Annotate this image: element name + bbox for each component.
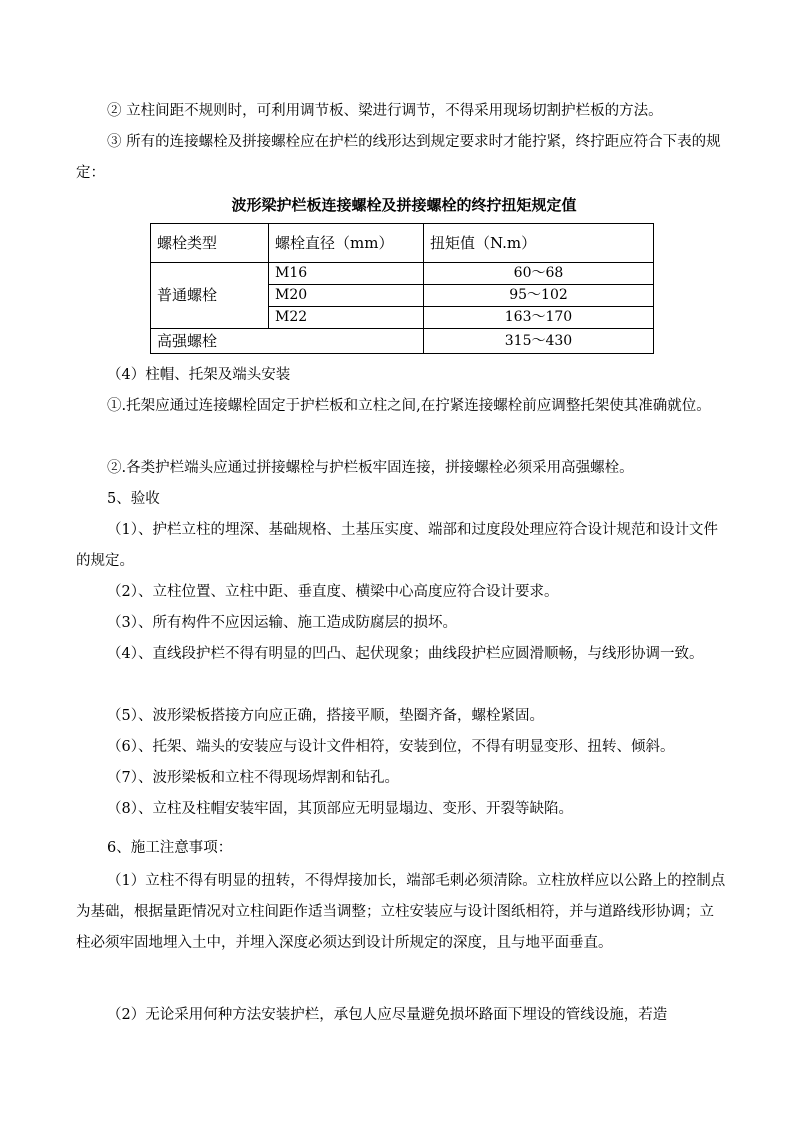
cell-diameter: M16	[269, 263, 424, 285]
acceptance-item: （6）、托架、端头的安装应与设计文件相符，安装到位，不得有明显变形、扭转、倾斜。	[107, 739, 675, 755]
section-heading-5: 5、验收	[107, 491, 160, 507]
paragraph-bolt-tightening: ③ 所有的连接螺栓及拼接螺栓应在护栏的线形达到规定要求时才能拧紧，终拧距应符合下表的规定：	[76, 134, 721, 181]
cell-torque: 95～102	[424, 285, 654, 307]
acceptance-item: （2）、立柱位置、立柱中距、垂直度、横梁中心高度应符合设计要求。	[107, 584, 559, 600]
cell-high-strength-bolt: 高强螺栓	[151, 329, 424, 354]
cell-diameter: M22	[269, 307, 424, 329]
note-item: （1）立柱不得有明显的扭转，不得焊接加长，端部毛刺必须清除。立柱放样应以公路上的控制点为基础，根据量距情况对立柱间距作适当调整；立柱安装应与设计图纸相符，并与道路线形协调；立柱必须牢固地埋入土中，并埋入深度必须达到设计所规定的深度，且与地平面垂直。	[76, 873, 726, 951]
cell-torque: 60～68	[424, 263, 654, 285]
paragraph-end-terminal: ②.各类护栏端头应通过拼接螺栓与护栏板牢固连接，拼接螺栓必须采用高强螺栓。	[107, 460, 634, 476]
paragraph-bracket: ①.托架应通过连接螺栓固定于护栏板和立柱之间,在拧紧连接螺栓前应调整托架使其准确就位。	[107, 398, 711, 414]
table-header-row	[151, 224, 654, 263]
table-row	[151, 263, 654, 285]
header-torque: 扭矩值（N.m）	[424, 224, 654, 263]
cell-torque: 163～170	[424, 307, 654, 329]
acceptance-item: （4）、直线段护栏不得有明显的凹凸、起伏现象；曲线段护栏应圆滑顺畅，与线形协调一致。	[107, 646, 704, 662]
table-row	[151, 329, 654, 354]
header-bolt-type: 螺栓类型	[151, 224, 269, 263]
acceptance-item: （3）、所有构件不应因运输、施工造成防腐层的损坏。	[107, 615, 457, 631]
section-heading-4: （4）柱帽、托架及端头安装	[107, 367, 291, 383]
acceptance-item: （5）、波形梁板搭接方向应正确，搭接平顺，垫圈齐备，螺栓紧固。	[107, 708, 544, 724]
note-item: （2）无论采用何种方法安装护栏，承包人应尽量避免损坏路面下埋设的管线设施，若造	[107, 1007, 668, 1023]
acceptance-item: （1）、护栏立柱的埋深、基础规格、土基压实度、端部和过度段处理应符合设计规范和设计文件的规定。	[76, 522, 718, 569]
bolt-torque-table	[150, 223, 654, 354]
header-bolt-diameter: 螺栓直径（mm）	[269, 224, 424, 263]
paragraph-post-spacing: ② 立柱间距不规则时，可利用调节板、梁进行调节，不得采用现场切割护栏板的方法。	[107, 103, 663, 119]
cell-normal-bolt: 普通螺栓	[151, 263, 269, 329]
acceptance-item: （7）、波形梁板和立柱不得现场焊割和钻孔。	[107, 770, 399, 786]
cell-diameter: M20	[269, 285, 424, 307]
acceptance-item: （8）、立柱及柱帽安装牢固，其顶部应无明显塌边、变形、开裂等缺陷。	[107, 801, 573, 817]
table-title: 波形梁护栏板连接螺栓及拼接螺栓的终拧扭矩规定值	[231, 196, 577, 214]
cell-torque: 315～430	[424, 329, 654, 354]
section-heading-6: 6、施工注意事项：	[107, 840, 233, 856]
